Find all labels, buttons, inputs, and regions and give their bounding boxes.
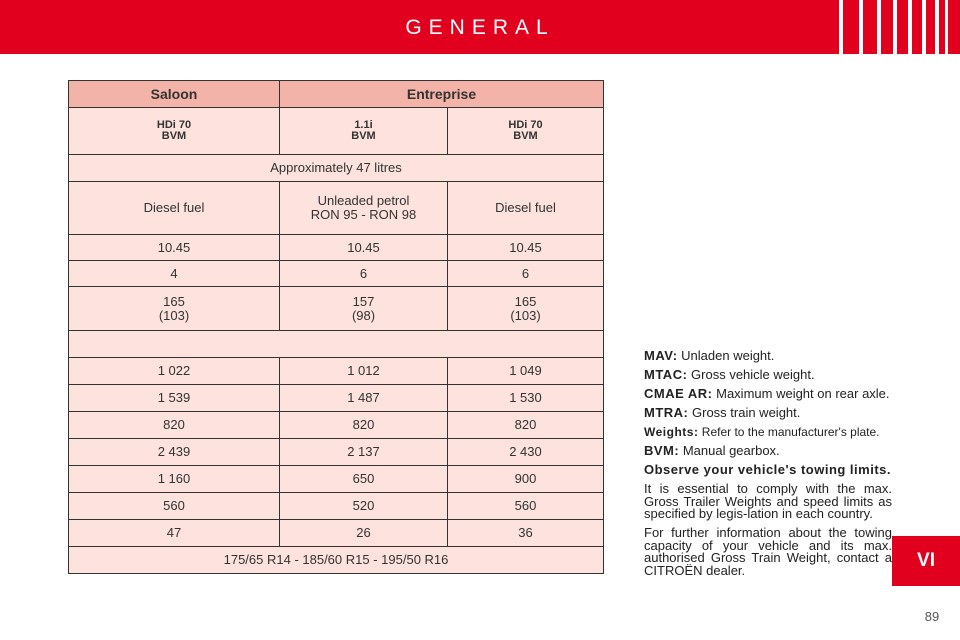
note-mav	[644, 350, 892, 363]
table-cell: 520	[280, 493, 448, 520]
model-name: HDi 70	[156, 119, 192, 131]
note-term: MTRA:	[644, 405, 689, 420]
table-cell	[448, 182, 604, 235]
page-title: GENERAL	[405, 16, 555, 39]
table-cell: 650	[280, 466, 448, 493]
power-value-alt: (98)	[351, 307, 376, 323]
note-term: MAV:	[644, 348, 678, 363]
fuel-octane: RON 95 - RON 98	[310, 207, 417, 222]
table-row	[69, 358, 604, 385]
note-paragraph: It is essential to comply with the max. Gross Trailer Weights and speed limits as specified by legis-lation in each country.	[644, 481, 892, 521]
table-cell: 2 137	[280, 439, 448, 466]
table-cell: 6	[448, 261, 604, 287]
note-heading: Observe your vehicle's towing limits.	[644, 462, 891, 477]
table-cell: 1 487	[280, 385, 448, 412]
note-observe	[644, 464, 892, 477]
table-cell: 36	[448, 520, 604, 547]
table-row-fuel	[69, 182, 604, 235]
note-mtac	[644, 369, 892, 382]
table-cell: 10.45	[448, 235, 604, 261]
model-name: HDi 70	[508, 119, 543, 131]
table-cell	[280, 287, 448, 331]
fuel-type: Diesel fuel	[495, 200, 556, 215]
table-row	[69, 466, 604, 493]
note-term: MTAC:	[644, 367, 688, 382]
note-cmae	[644, 388, 892, 401]
header-bar	[0, 0, 960, 54]
note-term: Weights:	[644, 425, 699, 439]
fuel-type: Diesel fuel	[143, 200, 205, 215]
fuel-type: Unleaded petrol	[317, 193, 410, 208]
spec-table-container	[68, 80, 603, 574]
table-cell	[69, 182, 280, 235]
table-row	[69, 412, 604, 439]
table-cell: Approximately 47 litres	[69, 155, 604, 182]
table-cell: 1 022	[69, 358, 280, 385]
table-cell: 1 539	[69, 385, 280, 412]
table-cell: 47	[69, 520, 280, 547]
table-row-tank	[69, 155, 604, 182]
table-cell	[448, 108, 604, 155]
spec-table	[68, 80, 604, 574]
table-cell: 26	[280, 520, 448, 547]
table-cell: 560	[448, 493, 604, 520]
note-text: Refer to the manufacturer's plate.	[698, 425, 880, 439]
table-row-tyres	[69, 547, 604, 574]
note-mtra	[644, 407, 892, 420]
header-saloon: Saloon	[69, 81, 280, 108]
table-row	[69, 235, 604, 261]
table-cell: 1 012	[280, 358, 448, 385]
note-text: Maximum weight on rear axle.	[712, 386, 890, 401]
table-cell: 1 049	[448, 358, 604, 385]
table-row	[69, 520, 604, 547]
model-gearbox: BVM	[513, 130, 538, 142]
table-cell: 820	[280, 412, 448, 439]
power-value: 157	[352, 293, 375, 309]
table-cell: 10.45	[69, 235, 280, 261]
power-value: 165	[163, 293, 185, 309]
table-row	[69, 439, 604, 466]
model-gearbox: BVM	[351, 130, 376, 142]
table-header-row	[69, 81, 604, 108]
notes-panel	[644, 350, 892, 584]
note-weights	[644, 426, 892, 439]
header-entreprise: Entreprise	[280, 81, 604, 108]
table-cell: 2 430	[448, 439, 604, 466]
power-value-alt: (103)	[510, 307, 541, 323]
section-tab: VI	[892, 536, 960, 586]
table-cell	[69, 331, 604, 358]
table-row	[69, 261, 604, 287]
note-bvm	[644, 445, 892, 458]
table-cell: 900	[448, 466, 604, 493]
note-text: Gross vehicle weight.	[687, 367, 815, 382]
table-cell: 560	[69, 493, 280, 520]
table-cell: 175/65 R14 - 185/60 R15 - 195/50 R16	[69, 547, 604, 574]
table-cell	[69, 287, 280, 331]
table-cell: 820	[69, 412, 280, 439]
model-gearbox: BVM	[161, 130, 187, 142]
table-cell	[280, 108, 448, 155]
table-row	[69, 385, 604, 412]
power-value: 165	[514, 293, 537, 309]
note-term: CMAE AR:	[644, 386, 713, 401]
power-value-alt: (103)	[158, 307, 190, 323]
note-text: Unladen weight.	[677, 348, 775, 363]
table-cell: 4	[69, 261, 280, 287]
table-row-blank	[69, 331, 604, 358]
table-row-models	[69, 108, 604, 155]
table-cell	[69, 108, 280, 155]
table-cell	[280, 182, 448, 235]
table-cell: 2 439	[69, 439, 280, 466]
table-cell	[448, 287, 604, 331]
model-name: 1.1i	[354, 119, 373, 131]
note-text: Gross train weight.	[688, 405, 801, 420]
table-cell: 1 530	[448, 385, 604, 412]
table-cell: 820	[448, 412, 604, 439]
table-cell: 10.45	[280, 235, 448, 261]
note-paragraph: For further information about the towing capacity of your vehicle and its max. authorised Gross Train Weight, contact a CITROËN dealer.	[644, 525, 892, 578]
note-term: BVM:	[644, 443, 680, 458]
table-row-power	[69, 287, 604, 331]
table-cell: 6	[280, 261, 448, 287]
table-cell: 1 160	[69, 466, 280, 493]
table-row	[69, 493, 604, 520]
note-text: Manual gearbox.	[679, 443, 780, 458]
page-number: 89	[924, 609, 940, 624]
